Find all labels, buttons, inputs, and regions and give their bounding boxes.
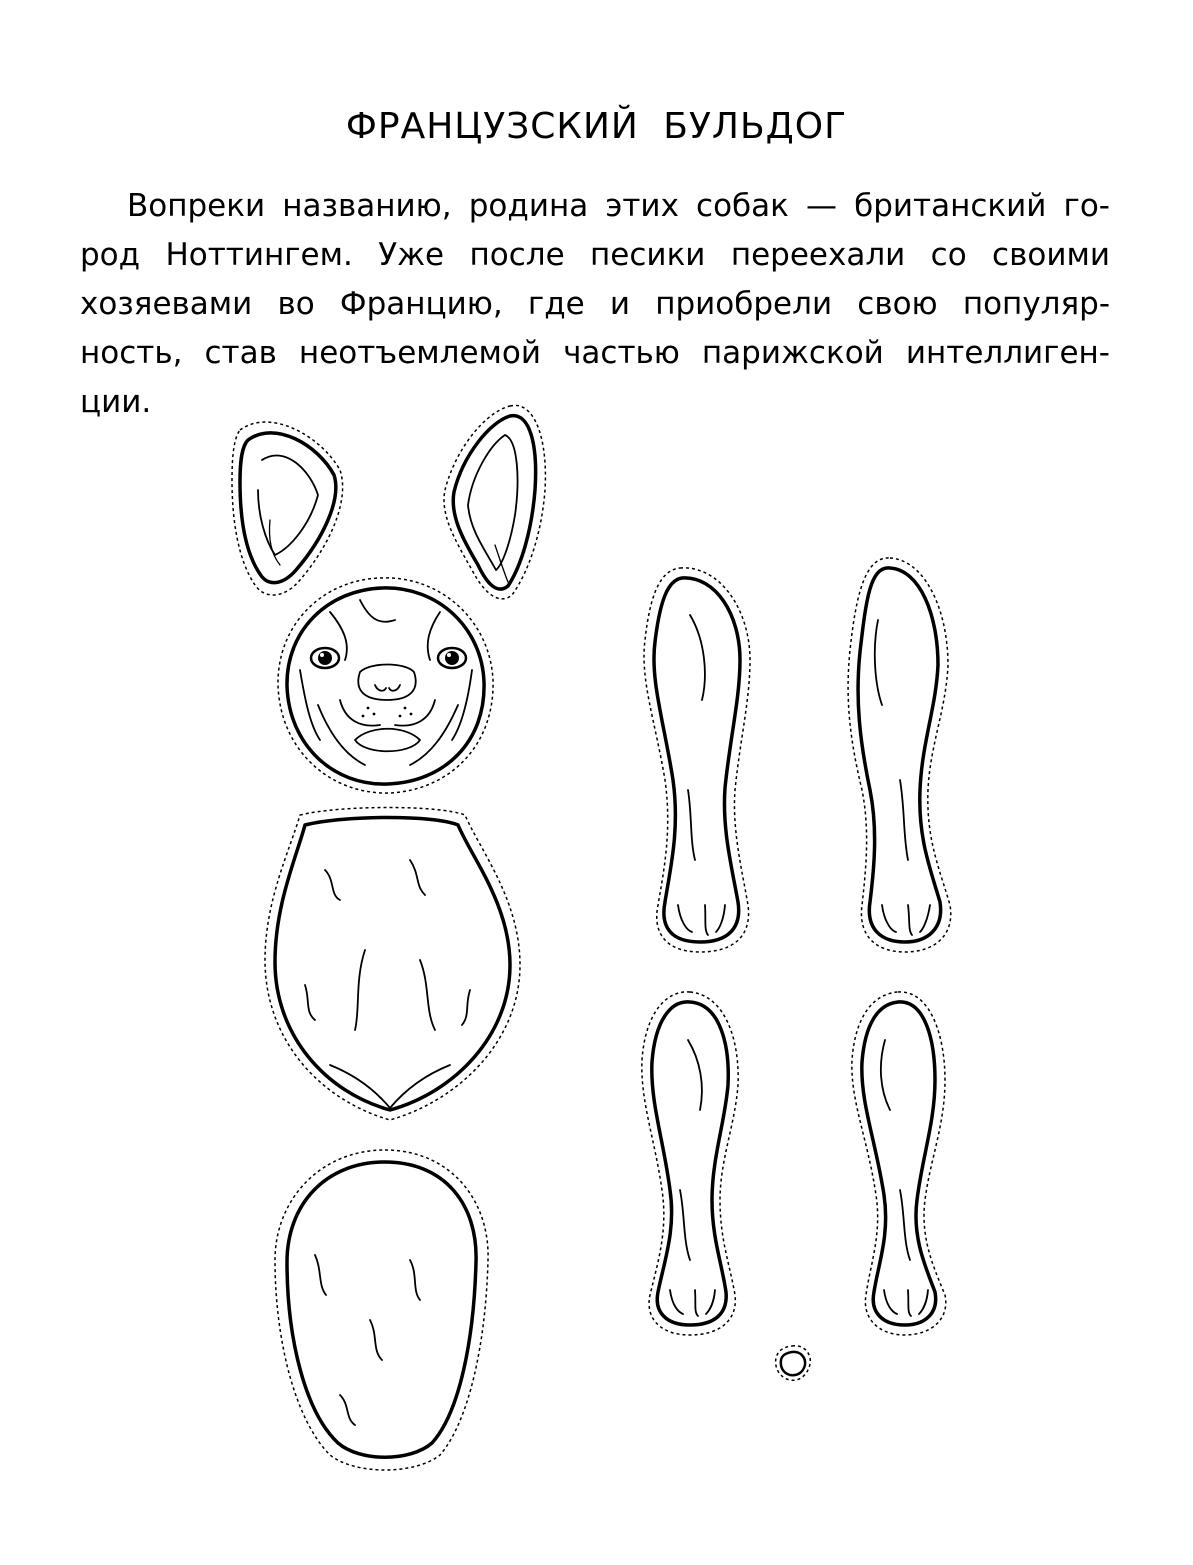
dog-chest-icon [265,808,520,1121]
paragraph-line: род Ноттингем. Уже после песики переехали со своими [80,237,1110,273]
paragraph-line: Вопреки названию, родина этих собак — британский го- [127,188,1110,224]
dog-head-icon [278,578,493,793]
page-title: ФРАНЦУЗСКИЙ БУЛЬДОГ [345,106,848,147]
hind-right-leg-icon [852,992,946,1335]
tail-icon [776,1346,811,1381]
paragraph-line: хозяевами во Францию, где и приобрели свою популяр- [80,286,1110,322]
right-ear-icon [444,405,545,598]
left-ear-icon [232,422,343,595]
front-right-leg-icon [848,558,951,952]
paragraph-line: ции. [80,384,152,420]
hind-left-leg-icon [642,992,738,1335]
paragraph-line: ность, став неотъемлемой частью парижской интеллиген- [80,335,1110,371]
front-left-leg-icon [644,568,750,952]
dog-belly-icon [275,1150,488,1470]
